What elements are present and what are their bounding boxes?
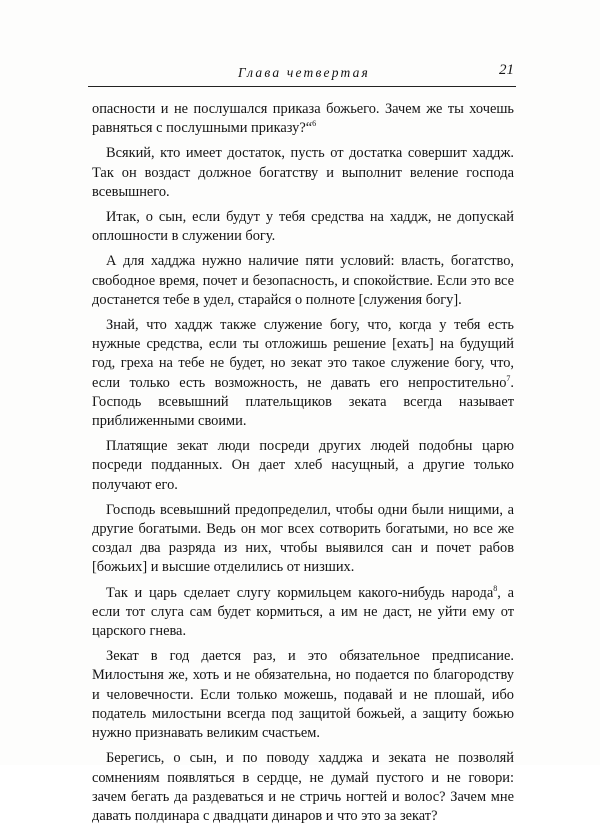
paragraph bbox=[92, 584, 514, 642]
paragraph-text: Платящие зекат люди посреди других людей подобны царю посреди подданных. Он дает хлеб насущный, а другие только получают его. bbox=[92, 438, 514, 493]
paragraph-text-continued: , а если тот слуга сам будет кормиться, а им не даст, не уйти ему от царского гнева. bbox=[92, 584, 514, 640]
footnote-ref: 8 bbox=[493, 583, 498, 593]
paragraph-text: Знай, что хаддж также служение богу, что, когда у тебя есть нужные средства, если ты отложишь решение [ехать] на будущий год, греха на тебе не будет, но зекат это такое служение богу, что, если только есть возможность, не давать его непростительно bbox=[92, 317, 514, 391]
page-number: 21 bbox=[499, 62, 514, 78]
paragraph bbox=[92, 144, 514, 202]
chapter-title: Глава четвертая bbox=[238, 65, 371, 80]
paragraph-text: А для хадджа нужно наличие пяти условий: власть, богатство, свободное время, почет и безопасность, и спокойствие. Если это все достанется тебе в удел, старайся о полноте [служения богу]. bbox=[92, 253, 514, 308]
running-header bbox=[88, 62, 516, 88]
paragraph bbox=[92, 437, 514, 495]
paragraph bbox=[92, 252, 514, 310]
paragraph-text: Господь всевышний предопределил, чтобы одни были нищими, а другие богатыми. Ведь он мог всех сотворить богатыми, но все же создал два разряда из них, чтобы выявился сан и почет рабов [божьих] и высшие отделились от низших. bbox=[92, 501, 514, 576]
footnote-ref: 7 bbox=[506, 373, 511, 383]
header-rule bbox=[88, 86, 516, 87]
paragraph-text-continued: . Господь всевышний плательщиков зеката всегда называет приближенными своими. bbox=[92, 374, 514, 430]
paragraph-text: Всякий, кто имеет достаток, пусть от достатка совершит хаддж. Так он воздаст должное богатству и выполнит веление господа всевышнего. bbox=[92, 145, 514, 200]
footnote-ref: 6 bbox=[312, 119, 317, 129]
paragraph-text: Берегись, о сын, и по поводу хадджа и зеката не позволяй сомнениям появляться в сердце, не думай пустого и не говори: зачем бегать да раздеваться и не стричь ногтей и волос? Зачем мне давать полдинара с двадцати динаров и что это за зекат? bbox=[92, 750, 514, 824]
paragraph-text: Итак, о сын, если будут у тебя средства на хаддж, не допускай оплошности в служении богу. bbox=[92, 209, 514, 245]
paragraph-text: Зекат в год дается раз, и это обязательное предписание. Милостыня же, хоть и не обязательна, но подается по благородству и человечности. Если только можешь, подавай и не плошай, ибо податель милостыни всегда под защитой божьей, а защиту божью нужно признавать великим счастьем. bbox=[92, 648, 514, 742]
body-text bbox=[92, 100, 514, 832]
paragraph bbox=[92, 208, 514, 246]
paragraph bbox=[92, 749, 514, 826]
paragraph bbox=[92, 100, 514, 138]
paragraph-text: опасности и не послушался приказа божьего. Зачем же ты хочешь равняться с послушными приказу?“ bbox=[92, 101, 514, 137]
paragraph bbox=[92, 316, 514, 431]
paragraph-text: Так и царь сделает слугу кормильцем какого-нибудь народа bbox=[106, 584, 494, 601]
paragraph bbox=[92, 647, 514, 743]
paragraph bbox=[92, 501, 514, 578]
